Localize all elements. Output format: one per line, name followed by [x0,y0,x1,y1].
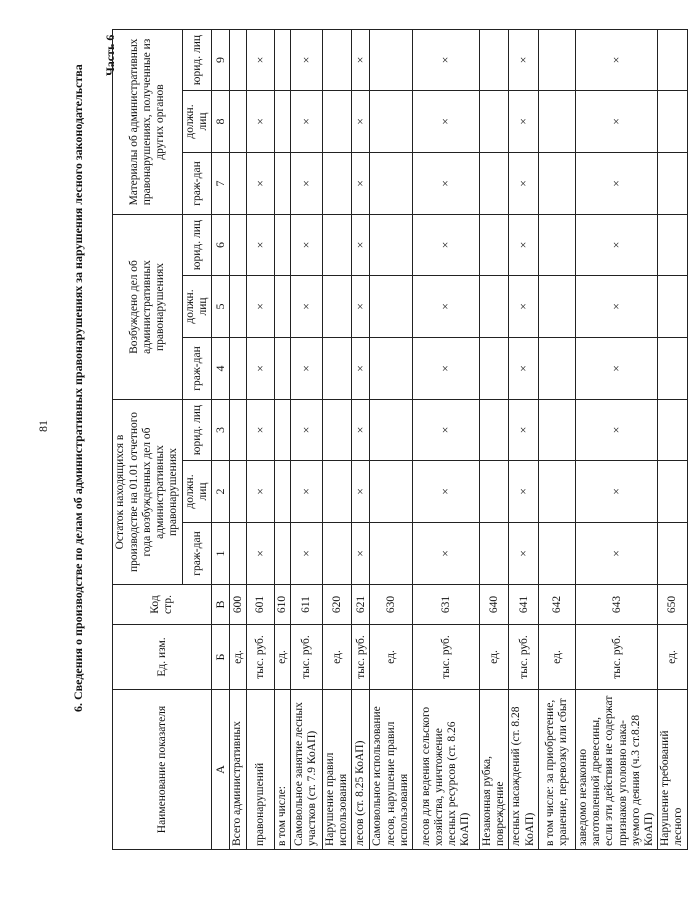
data-cell [274,338,290,400]
data-cell [538,215,575,276]
data-cell: × [352,29,370,90]
data-cell: × [290,461,322,523]
data-cell [658,91,687,153]
data-cell: × [246,461,274,523]
column-letter: 9 [212,29,230,90]
data-cell: × [575,153,657,215]
data-cell: × [509,523,538,585]
data-cell: × [290,276,322,338]
unit-cell: тыс. руб. [352,625,370,690]
row-code: 643 [575,585,657,625]
data-cell [370,338,413,400]
row-code: 600 [230,585,246,625]
data-cell [274,29,290,90]
data-cell: × [412,400,479,461]
data-cell: × [352,338,370,400]
column-letter: 2 [212,461,230,523]
data-cell [538,461,575,523]
unit-cell: ед. [230,625,246,690]
data-cell: × [509,276,538,338]
data-cell: × [509,29,538,90]
data-cell [370,461,413,523]
data-cell [658,461,687,523]
column-letter: 4 [212,338,230,400]
data-cell [658,29,687,90]
data-cell [230,276,246,338]
data-cell [274,91,290,153]
header-code: Код стр. [113,585,212,625]
data-cell [658,523,687,585]
row-code: 641 [509,585,538,625]
indicator-name: лесных насаждений (ст. 8.28 КоАП) [509,690,538,850]
subheader-citizens: граж-дан [183,523,212,585]
row-code: 642 [538,585,575,625]
unit-cell: тыс. руб. [290,625,322,690]
data-cell: × [509,153,538,215]
unit-cell: ед. [370,625,413,690]
data-cell: × [575,29,657,90]
data-cell: × [509,461,538,523]
data-cell [230,215,246,276]
header-unit: Ед. изм. [113,625,212,690]
data-cell [538,276,575,338]
data-cell: × [412,276,479,338]
data-cell: × [246,91,274,153]
indicator-name: в том числе: за приобретение, хранение, перевозку или сбыт [538,690,575,850]
table-row [322,29,351,849]
subheader-citizens: граж-дан [183,153,212,215]
data-cell [322,523,351,585]
column-letter: 8 [212,91,230,153]
data-cell: × [575,523,657,585]
data-cell [230,29,246,90]
data-cell [322,338,351,400]
data-cell: × [575,400,657,461]
table-row [370,29,413,849]
column-letter: Б [212,625,230,690]
data-cell: × [290,29,322,90]
data-cell [479,400,508,461]
data-cell [322,29,351,90]
data-cell [658,400,687,461]
rotated-table-container [112,30,685,850]
unit-cell: ед. [274,625,290,690]
data-cell [274,400,290,461]
data-cell: × [575,91,657,153]
table-row [352,29,370,849]
subheader-officials: должн. лиц [183,276,212,338]
data-cell [538,153,575,215]
data-cell: × [575,276,657,338]
data-cell [479,276,508,338]
data-cell: × [352,400,370,461]
data-cell [479,153,508,215]
data-cell [479,215,508,276]
data-cell: × [412,523,479,585]
data-cell: × [509,400,538,461]
table-row [509,29,538,849]
data-cell: × [352,153,370,215]
data-cell [322,153,351,215]
subheader-officials: должн. лиц [183,91,212,153]
indicator-name: Нарушение требований лесного [658,690,687,850]
data-cell: × [352,523,370,585]
column-letter: В [212,585,230,625]
table-row [246,29,274,849]
data-cell [322,461,351,523]
indicator-name: правонарушений [246,690,274,850]
data-cell [230,400,246,461]
data-cell [274,215,290,276]
data-cell [230,338,246,400]
table-row [575,29,657,849]
subheader-officials: должн. лиц [183,461,212,523]
indicator-name: Самовольное использование лесов, нарушение правил использования [370,690,413,850]
indicator-name: в том числе: [274,690,290,850]
data-cell [370,91,413,153]
data-cell [538,91,575,153]
indicator-name: Нарушение правил использования [322,690,351,850]
unit-cell: тыс. руб. [575,625,657,690]
data-cell [370,523,413,585]
table-row [230,29,246,849]
data-cell [479,91,508,153]
data-cell [370,29,413,90]
row-code: 601 [246,585,274,625]
column-letter: 6 [212,215,230,276]
row-code: 630 [370,585,413,625]
unit-cell: тыс. руб. [412,625,479,690]
data-cell: × [352,215,370,276]
data-cell: × [509,338,538,400]
header-group-materials: Материалы об административных правонарушениях, полученные из других органов [113,29,183,214]
column-letter: 1 [212,523,230,585]
offenses-table [112,29,688,850]
data-cell [274,461,290,523]
data-cell [274,276,290,338]
page-title: 6. Сведения о производстве по делам об административных правонарушениях за нарушения лесного законодательства [71,64,85,712]
data-cell [370,215,413,276]
data-cell: × [412,461,479,523]
data-cell [479,461,508,523]
data-cell: × [290,523,322,585]
data-cell: × [290,215,322,276]
data-cell: × [575,215,657,276]
table-row [412,29,479,849]
data-cell [538,29,575,90]
data-cell [322,215,351,276]
data-cell: × [246,276,274,338]
unit-cell: ед. [658,625,687,690]
data-cell: × [352,91,370,153]
row-code: 621 [352,585,370,625]
row-code: 631 [412,585,479,625]
data-cell: × [412,338,479,400]
column-letter: 5 [212,276,230,338]
data-cell: × [352,276,370,338]
indicator-name: заведомо незаконно заготовленной древесины, если эти действия не содержат признаков уголовно нака-зуемого деяния (ч.3 ст.8.28 КоАП) [575,690,657,850]
data-cell [230,91,246,153]
data-cell [538,400,575,461]
header-name: Наименование показателя [113,690,212,850]
data-cell [658,215,687,276]
data-cell: × [575,338,657,400]
data-cell: × [509,215,538,276]
header-group-initiated: Возбуждено дел об административных правонарушениях [113,215,183,400]
data-cell: × [290,338,322,400]
column-letter: 3 [212,400,230,461]
subheader-legal: юрид. лиц [183,215,212,276]
data-cell: × [290,400,322,461]
data-cell [230,523,246,585]
unit-cell: тыс. руб. [246,625,274,690]
unit-cell: ед. [479,625,508,690]
data-cell [322,400,351,461]
data-cell [322,276,351,338]
subheader-legal: юрид. лиц [183,29,212,90]
data-cell [538,523,575,585]
data-cell: × [246,215,274,276]
data-cell [274,523,290,585]
data-cell: × [412,153,479,215]
table-body [230,29,687,849]
data-cell: × [509,91,538,153]
indicator-name: Самовольное занятие лесных участков (ст. 7.9 КоАП) [290,690,322,850]
row-code: 620 [322,585,351,625]
data-cell [274,153,290,215]
subheader-legal: юрид. лиц [183,400,212,461]
data-cell [658,276,687,338]
data-cell: × [246,29,274,90]
data-cell: × [352,461,370,523]
data-cell: × [246,523,274,585]
data-cell: × [246,338,274,400]
unit-cell: ед. [322,625,351,690]
data-cell [479,338,508,400]
data-cell [230,153,246,215]
data-cell [479,29,508,90]
row-code: 610 [274,585,290,625]
subheader-citizens: граж-дан [183,338,212,400]
row-code: 640 [479,585,508,625]
data-cell: × [290,153,322,215]
data-cell: × [412,29,479,90]
column-letter: А [212,690,230,850]
data-cell [370,153,413,215]
data-cell [538,338,575,400]
header-group-balance: Остаток находящихся в производстве на 01.01 отчетного года возбужденных дел об административных правонарушениях [113,400,183,585]
table-row [538,29,575,849]
data-cell: × [575,461,657,523]
table-row [290,29,322,849]
row-code: 650 [658,585,687,625]
indicator-name: лесов для ведения сельского хозяйства, уничтожение лесных ресурсов (ст. 8.26 КоАП) [412,690,479,850]
table-row [658,29,687,849]
indicator-name: Незаконная рубка, повреждение [479,690,508,850]
column-letter: 7 [212,153,230,215]
data-cell [370,276,413,338]
table-row [274,29,290,849]
unit-cell: тыс. руб. [509,625,538,690]
indicator-name: лесов (ст. 8.25 КоАП) [352,690,370,850]
data-cell [479,523,508,585]
unit-cell: ед. [538,625,575,690]
row-code: 611 [290,585,322,625]
data-cell: × [412,91,479,153]
data-cell [658,153,687,215]
data-cell [658,338,687,400]
part-label: Часть 6 [103,34,117,76]
data-cell [370,400,413,461]
data-cell: × [412,215,479,276]
data-cell: × [246,153,274,215]
data-cell: × [246,400,274,461]
indicator-name: Всего административных [230,690,246,850]
page-number: 81 [36,420,50,432]
table-row [479,29,508,849]
data-cell [230,461,246,523]
data-cell [322,91,351,153]
data-cell: × [290,91,322,153]
